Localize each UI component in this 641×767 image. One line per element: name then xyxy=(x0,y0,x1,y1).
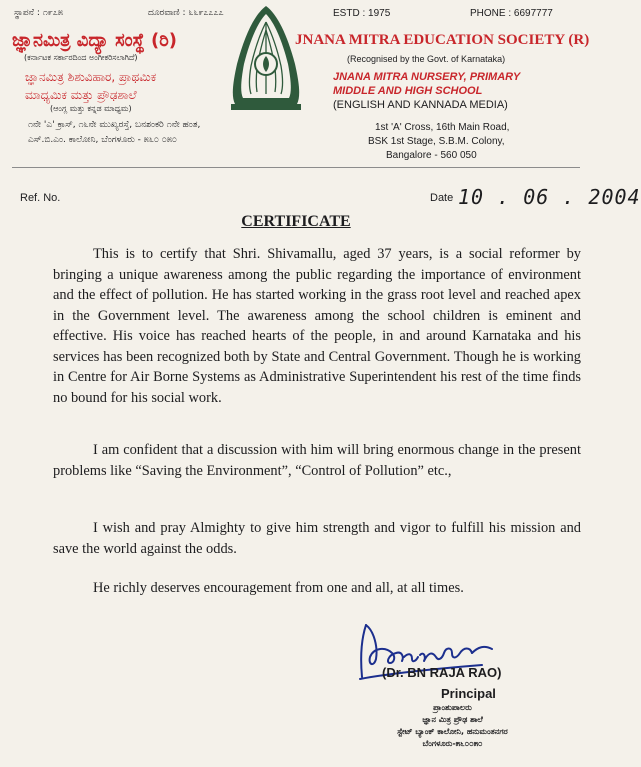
handwritten-date: 10 . 06 . 2004 xyxy=(458,185,641,209)
certificate-paragraph: I am confident that a discussion with him will bring enormous change in the present problems like “Saving the Environment”, “Control of Pollution” etc., xyxy=(53,442,581,479)
english-address-line1: 1st 'A' Cross, 16th Main Road, xyxy=(375,122,510,133)
reference-number-label: Ref. No. xyxy=(20,192,61,204)
stamp-line: ಜ್ಞಾನ ಮಿತ್ರ ಪ್ರೌಢ ಶಾಲೆ xyxy=(422,715,483,724)
phone-number: PHONE : 6697777 xyxy=(470,8,553,19)
kannada-established-label: ಸ್ಥಾಪನೆ : ೧೯೭೫ xyxy=(14,8,63,18)
date-label: Date xyxy=(430,192,454,204)
english-address-line2: BSK 1st Stage, S.B.M. Colony, xyxy=(368,136,505,147)
english-school-name-line1: JNANA MITRA NURSERY, PRIMARY xyxy=(333,71,521,83)
stamp-line: ಬೆಂಗಳೂರು-೫೬೦೦೫೦ xyxy=(422,739,483,748)
certificate-paragraph: This is to certify that Shri. Shivamallu, aged 37 years, is a social reformer by bringing a unique awareness among the public regarding the importance of environment and the effect of pollution. He has started working in the grass root level and reached apex in the Government level. The awareness among the school children is eminent and effective. His voice has reached hearts of the people, in and around Karnataka and his services has been recognized both by State and Central Government. Though he is working in Centre for Air Borne Systems as Administrative Superintendent his rest of the time finds no bound for his social work. xyxy=(53,246,581,406)
established-year: ESTD : 1975 xyxy=(333,8,391,19)
kannada-school-name-line1: ಜ್ಞಾನಮಿತ್ರ ಶಿಶುವಿಹಾರ, ಪ್ರಾಥಮಿಕ xyxy=(25,70,157,84)
english-media-note: (ENGLISH AND KANNADA MEDIA) xyxy=(333,99,508,111)
english-society-name: JNANA MITRA EDUCATION SOCIETY (R) xyxy=(295,32,590,48)
kannada-school-name-line2: ಮಾಧ್ಯಮಿಕ ಮತ್ತು ಪ್ರೌಢಶಾಲೆ xyxy=(25,88,137,102)
english-address-line3: Bangalore - 560 050 xyxy=(386,150,477,161)
signatory-title: Principal xyxy=(441,686,496,701)
certificate-title-text: CERTIFICATE xyxy=(241,213,351,230)
stamp-line: ಪ್ರಾಂಶುಪಾಲರು xyxy=(433,703,472,712)
school-emblem-logo xyxy=(225,4,307,112)
certificate-title xyxy=(0,213,592,231)
kannada-registered-note: (ಕರ್ನಾಟಕ ಸರ್ಕಾರದಿಂದ ಅಂಗೀಕರಿಸಲಾಗಿದೆ) xyxy=(24,53,138,62)
signatory-name: (Dr. BN RAJA RAO) xyxy=(382,665,502,680)
kannada-media-note: (ಆಂಗ್ಲ ಮತ್ತು ಕನ್ನಡ ಮಾಧ್ಯಮ) xyxy=(50,104,132,113)
stamp-line: ಸ್ಟೇಟ್ ಬ್ಯಾಂಕ್ ಕಾಲೋನಿ, ಹನುಮಂತನಗರ xyxy=(397,727,508,736)
kannada-address-line2: ಎಸ್.ಬಿ.ಎಂ. ಕಾಲೋನಿ, ಬೆಂಗಳೂರು - ೫೬೦ ೦೫೦ xyxy=(28,135,177,145)
header-divider xyxy=(12,167,580,168)
kannada-phone-label: ದೂರವಾಣಿ : ೬೬೯೭೭೭೭ xyxy=(148,8,224,18)
certificate-paragraph: I wish and pray Almighty to give him strength and vigor to fulfill his mission and save the world against the odds. xyxy=(53,520,581,557)
kannada-society-name: ಜ್ಞಾನಮಿತ್ರ ವಿದ್ಯಾ ಸಂಸ್ಥೆ (ರಿ) xyxy=(12,30,177,51)
kannada-address-line1: ೧ನೇ 'ಎ' ಕ್ರಾಸ್, ೧೬ನೇ ಮುಖ್ಯರಸ್ತೆ, ಬನಶಂಕರಿ ೧ನೇ ಹಂತ, xyxy=(28,120,201,130)
english-school-name-line2: MIDDLE AND HIGH SCHOOL xyxy=(333,85,483,97)
certificate-paragraph: He richly deserves encouragement from one and all, at all times. xyxy=(93,580,464,596)
english-registered-note: (Recognised by the Govt. of Karnataka) xyxy=(347,54,506,64)
principal-stamp xyxy=(360,702,545,762)
